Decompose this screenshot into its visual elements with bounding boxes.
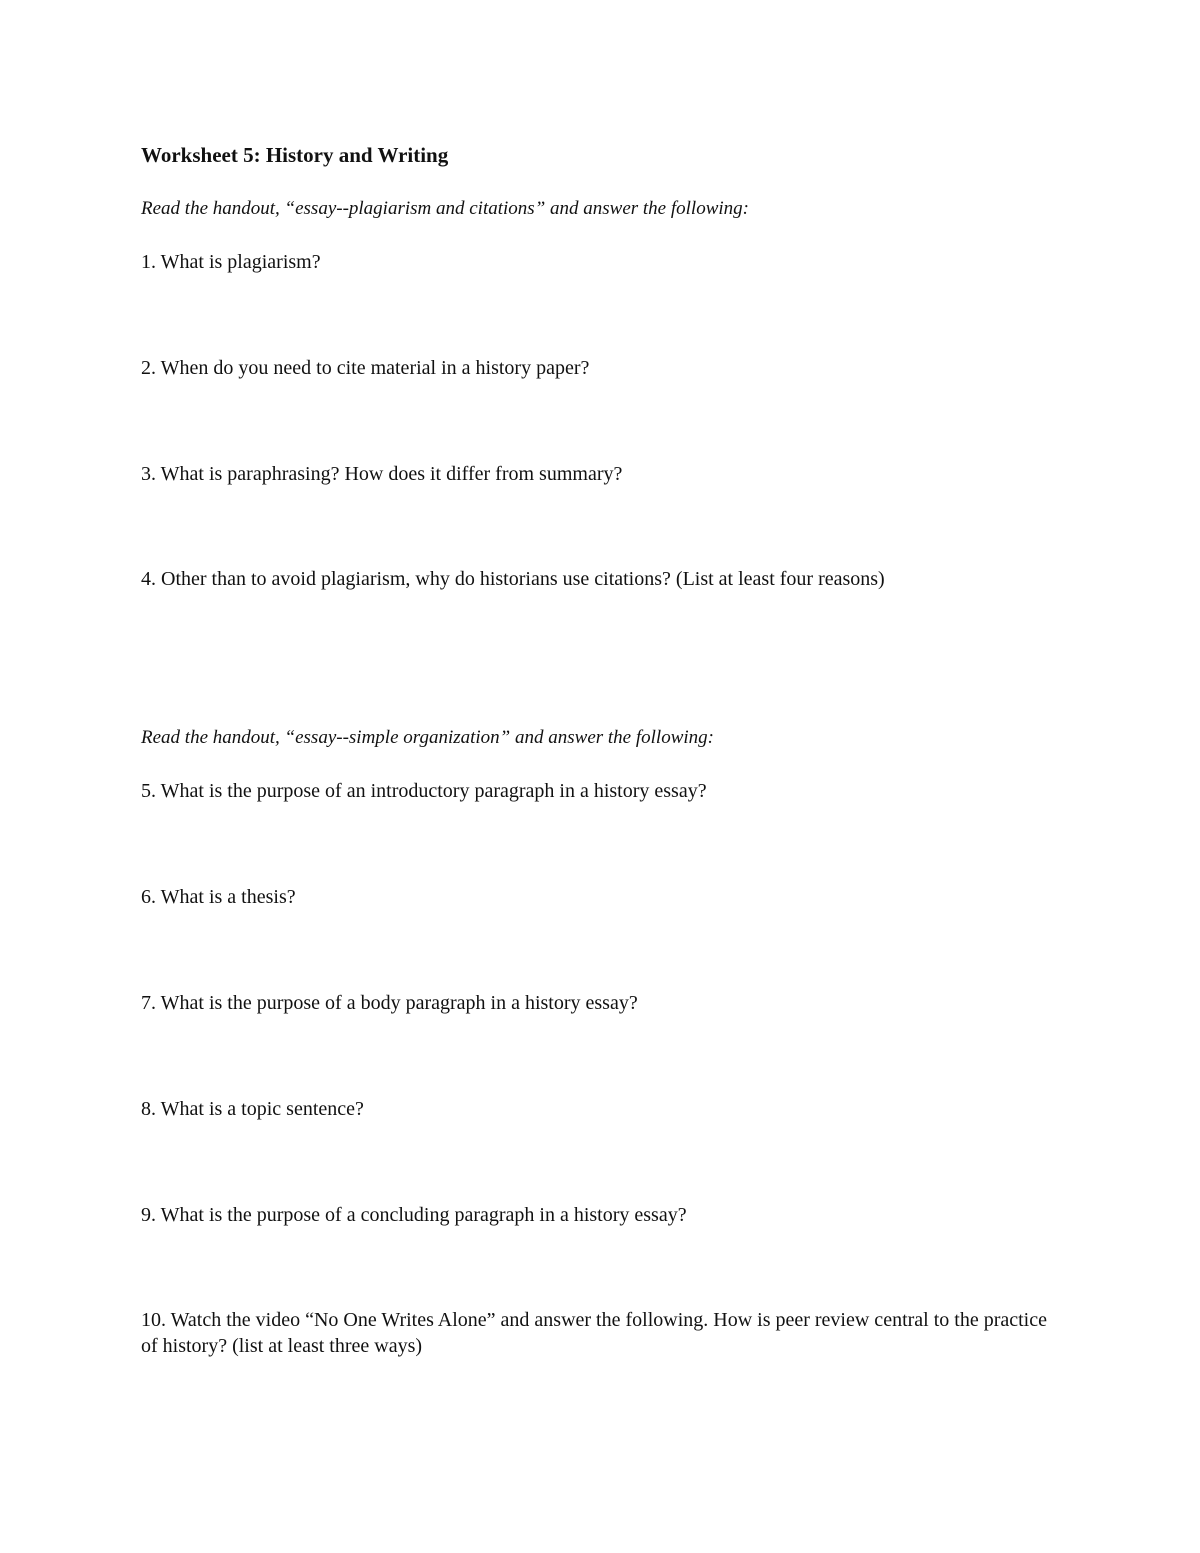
- question-7: 7. What is the purpose of a body paragraph in a history essay?: [141, 992, 638, 1014]
- question-9: 9. What is the purpose of a concluding paragraph in a history essay?: [141, 1204, 687, 1226]
- question-3: 3. What is paraphrasing? How does it differ from summary?: [141, 463, 623, 485]
- worksheet-title: Worksheet 5: History and Writing: [141, 143, 449, 167]
- question-10: 10. Watch the video “No One Writes Alone” and answer the following. How is peer review central to the practice of history? (list at least three ways): [141, 1309, 1047, 1357]
- question-4: 4. Other than to avoid plagiarism, why do historians use citations? (List at least four reasons): [141, 568, 885, 590]
- question-8: 8. What is a topic sentence?: [141, 1098, 364, 1120]
- question-5: 5. What is the purpose of an introductory paragraph in a history essay?: [141, 780, 707, 802]
- question-1: 1. What is plagiarism?: [141, 251, 321, 273]
- question-2: 2. When do you need to cite material in a history paper?: [141, 357, 590, 379]
- question-6: 6. What is a thesis?: [141, 886, 296, 908]
- section-1-instruction: Read the handout, “essay--plagiarism and citations” and answer the following:: [141, 198, 749, 219]
- section-2-instruction: Read the handout, “essay--simple organization” and answer the following:: [141, 727, 714, 748]
